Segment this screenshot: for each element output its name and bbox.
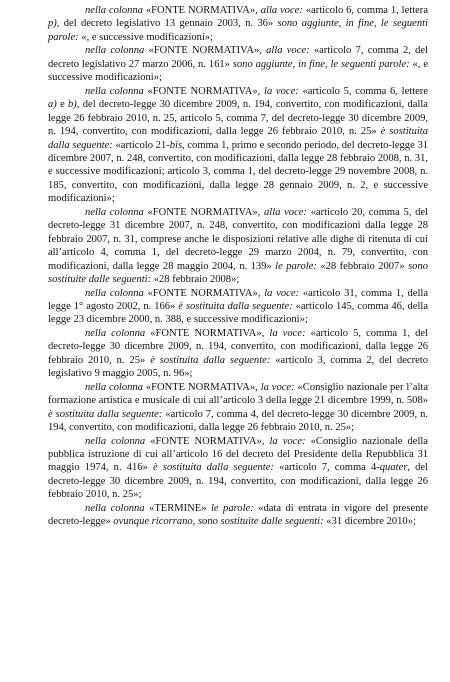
text-segment: «articolo 6, comma 1, lettera [305, 5, 428, 16]
text-segment: «31 dicembre 2010»; [326, 516, 416, 528]
paragraph-3 [48, 85, 428, 206]
text-segment: «FONTE NORMATIVA», [147, 85, 265, 97]
text-segment: «articolo 21- [115, 139, 170, 151]
paragraph-8 [48, 435, 428, 502]
text-segment: «articolo 5, comma 6, lettere [302, 85, 428, 97]
text-segment: è sostituita dalla seguente: [178, 300, 296, 312]
text-segment: sono sostituite dalle seguenti: [48, 260, 429, 286]
text-segment: «FONTE NORMATIVA», [145, 381, 261, 393]
text-segment: , comma 1, primo e secondo periodo, del decreto-legge 31 dicembre 2007, n. 248, convertito, con modificazioni, dalla legge 28 febbraio 2008, n. 31, e successive modificazioni; articolo 3, comma 1, del decreto-legge 29 novembre 2008, n. 185, convertito, con modificazioni, dalla legge 28 gennaio 2009, n. 2, e successive modificazioni»; [48, 139, 428, 205]
text-segment: la voce: [269, 435, 311, 447]
text-segment: quater [379, 462, 408, 474]
text-segment: b) [68, 99, 77, 111]
text-segment: nella colonna [85, 502, 150, 514]
text-segment: «articolo 3, comma 2, del decreto legislativo 9 maggio 2005, n. 96»; [48, 354, 428, 380]
text-segment: «articolo 20, comma 5, del decreto-legge 31 dicembre 2007, n. 248, convertito, con modificazioni dalla legge 28 febbraio 2007, n. 31, comprese anche le disposizioni relative alle dighe di ritenuta di cui all’articolo 4, comma 1, del decreto-legge 29 marzo 2004, n. 79, convertito, con modificazioni, dalla legge 28 maggio 2004, n. 139» [48, 206, 428, 272]
text-segment: «articolo 145, comma 46, della legge 23 dicembre 2000, n. 388, e successive modificazioni»; [48, 300, 429, 326]
text-segment: «Consiglio nazionale della pubblica istruzione di cui all’articolo 16 del decreto del Presidente della Repubblica 31 maggio 1974, n. 416» [48, 435, 428, 474]
text-segment: nella colonna [85, 5, 146, 16]
text-segment: «, e successive modificazioni»; [81, 31, 214, 43]
paragraph-1 [48, 4, 428, 44]
text-segment: «FONTE NORMATIVA», [147, 206, 264, 218]
paragraph-7 [48, 381, 428, 435]
text-segment: nella colonna [85, 85, 148, 97]
text-segment: ovunque ricorrano, sono sostituite dalle seguenti: [113, 516, 327, 528]
text-segment: «TERMINE» [149, 502, 211, 514]
text-segment: alla voce: [264, 206, 311, 218]
text-segment: «28 febbraio 2008»; [153, 274, 240, 286]
text-segment: la voce: [269, 327, 311, 339]
text-segment: «data di entrata in vigore del presente decreto-legge» [48, 502, 429, 528]
text-segment: nella colonna [85, 206, 148, 218]
text-segment: p) [48, 18, 57, 30]
text-segment: nella colonna [85, 435, 151, 447]
text-segment: , del decreto-legge 30 dicembre 2009, n. 194, convertito, con modificazioni, dalla legge 26 febbraio 2010, n. 25, articolo 5, comma 7, del decreto-legge 30 dicembre 2009, n. 194, convertito, con modificazioni, dalla legge 26 febbraio 2010, n. 25» [48, 99, 428, 138]
text-segment: «FONTE NORMATIVA», [150, 327, 270, 339]
text-segment: è sostituita dalla seguente: [48, 126, 428, 151]
text-segment: è sostituita dalla seguente: [48, 408, 166, 420]
text-segment: è sostituita dalla seguente: [153, 462, 280, 474]
text-segment: nella colonna [85, 327, 151, 339]
paragraph-6 [48, 327, 428, 381]
text-segment: la voce: [264, 287, 303, 299]
text-segment: alla voce: [266, 45, 314, 57]
text-segment: a) [48, 99, 57, 111]
text-segment: «FONTE NORMATIVA», [148, 45, 267, 57]
text-segment: bis [169, 139, 183, 151]
text-segment: , del decreto-legge 30 dicembre 2009, n. 194, convertito, con modificazioni, dalla legge 26 febbraio 2010, n. 25»; [48, 462, 428, 501]
text-segment: la voce: [264, 85, 303, 97]
text-segment: è sostituita dalla seguente: [150, 354, 276, 366]
text-segment: «articolo 7, comma 4- [279, 462, 380, 474]
text-segment: le parole: [275, 260, 321, 272]
text-segment: nella colonna [85, 287, 148, 299]
text-segment: «FONTE NORMATIVA», [145, 5, 261, 16]
text-segment: la voce: [260, 381, 298, 393]
text-segment: «, e successive modificazioni»; [48, 58, 429, 84]
text-segment: nella colonna [85, 45, 149, 57]
text-segment: «articolo 7, comma 4, del decreto-legge 30 dicembre 2009, n. 194, convertito, con modificazioni, dalla legge 26 febbraio 2010, n. 25»; [48, 408, 428, 434]
text-segment: «28 febbraio 2007» [320, 260, 409, 272]
text-segment: «articolo 5, comma 1, del decreto-legge 30 dicembre 2009, n. 194, convertito, con modificazioni, dalla legge 26 febbraio 2010, n. 25» [48, 327, 429, 366]
text-segment: «FONTE NORMATIVA», [147, 287, 265, 299]
text-segment: alla voce: [260, 5, 306, 16]
text-segment: le parole: [210, 502, 259, 514]
text-segment: e [56, 99, 69, 111]
paragraph-4 [48, 206, 428, 287]
text-segment: «articolo 7, comma 2, del decreto legislativo 27 marzo 2006, n. 161» [48, 45, 429, 70]
paragraph-2 [48, 44, 428, 84]
text-segment: sono aggiunte, in fine, le seguenti parole: [232, 58, 413, 70]
paragraph-5 [48, 287, 428, 327]
text-segment: sono aggiunte, in fine, le seguenti parole: [48, 18, 428, 43]
text-segment: , del decreto legislativo 13 gennaio 2003, n. 36» [56, 18, 278, 30]
text-segment: «FONTE NORMATIVA», [150, 435, 270, 447]
text-segment: nella colonna [85, 381, 146, 393]
text-segment: «Consiglio nazionale per l’alta formazione artistica e musicale di cui all’articolo 3 della legge 21 dicembre 1999, n. 508» [48, 381, 429, 407]
paragraph-9 [48, 502, 428, 529]
text-segment: «articolo 31, comma 1, della legge 1° agosto 2002, n. 166» [48, 287, 428, 312]
